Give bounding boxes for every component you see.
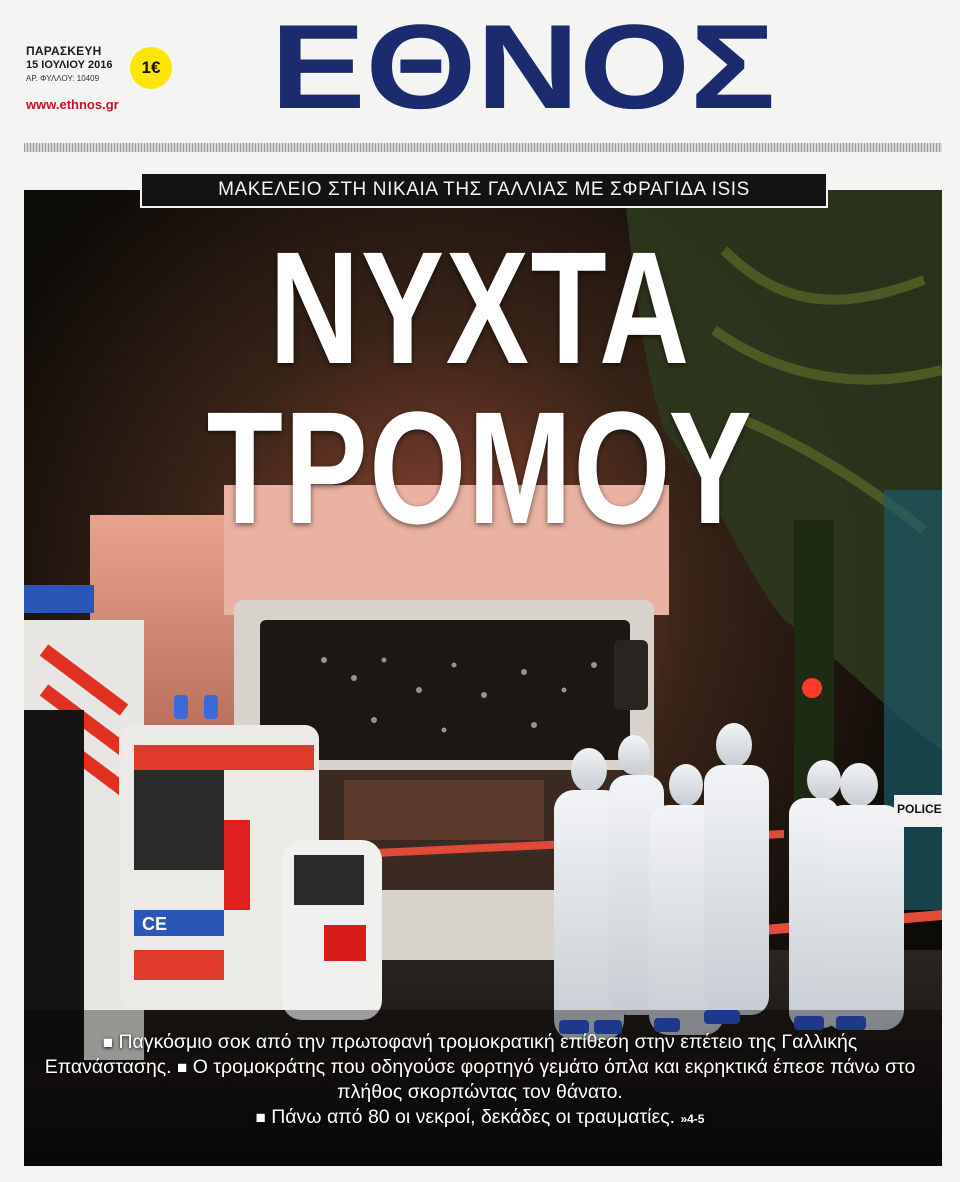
- issue-date: 15 ΙΟΥΛΙΟΥ 2016: [26, 59, 113, 71]
- masthead-rule: [24, 143, 942, 152]
- bullet-square: ■: [102, 1033, 114, 1052]
- date-block: [26, 44, 112, 83]
- police-sign-text: POLICE: [897, 802, 942, 816]
- website-link[interactable]: www.ethnos.gr: [26, 97, 119, 112]
- bullet-square: ■: [177, 1058, 188, 1077]
- issue-number: ΑΡ. ΦΥΛΛΟΥ: 10409: [26, 74, 100, 83]
- issue-day: ΠΑΡΑΣΚΕΥΗ: [26, 44, 102, 58]
- logo-text: ΕΘΝΟΣ: [270, 8, 776, 126]
- headline-line-2: ΤΡΟΜΟΥ: [206, 378, 754, 557]
- caption-sentence-3: Πάνω από 80 οι νεκροί, δεκάδες οι τραυματίες.: [271, 1106, 676, 1128]
- price-badge: 1€: [130, 47, 172, 89]
- page-reference: »4-5: [680, 1112, 705, 1126]
- caption-sentence-1: Παγκόσμιο σοκ από την πρωτοφανή τρομοκρατική επίθεση στην επέτειο της Γαλλικής Επανάστασης.: [44, 1031, 858, 1078]
- story-kicker: ΜΑΚΕΛΕΙΟ ΣΤΗ ΝΙΚΑΙΑ ΤΗΣ ΓΑΛΛΙΑΣ ΜΕ ΣΦΡΑΓΙΔΑ ISIS: [140, 172, 828, 208]
- newspaper-logo: [268, 8, 778, 126]
- headline-line-1: ΝΥΧΤΑ: [269, 218, 691, 397]
- caption-sentence-2: Ο τρομοκράτης που οδηγούσε φορτηγό γεμάτο όπλα και εκρηκτικά έπεσε πάνω στο πλήθος σκορπώντας τον θάνατο.: [192, 1056, 916, 1103]
- story-caption: [40, 1030, 920, 1132]
- police-car-label: CE: [142, 914, 168, 934]
- bullet-square: ■: [255, 1108, 266, 1127]
